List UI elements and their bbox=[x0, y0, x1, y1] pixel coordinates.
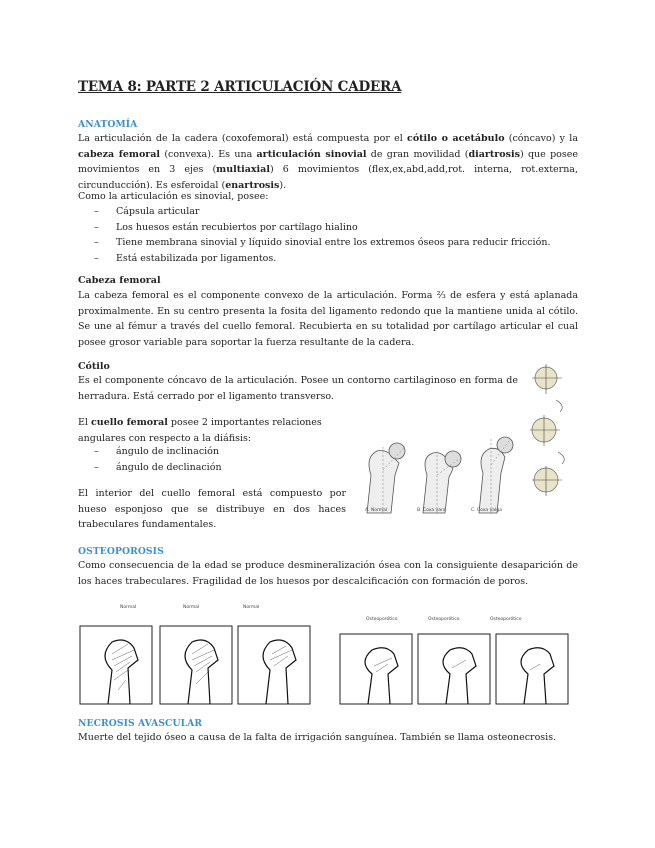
list-item: – Los huesos están recubiertos por cartílago hialino bbox=[94, 220, 550, 236]
hip-joint-sketches bbox=[526, 360, 582, 510]
page-title: TEMA 8: PARTE 2 ARTICULACIÓN CADERA bbox=[78, 79, 402, 95]
xray-label: Osteoporótico bbox=[366, 617, 398, 622]
list-item: – Cápsula articular bbox=[94, 204, 550, 220]
xray-label: Normal bbox=[243, 605, 260, 610]
osteoporosis-paragraph: Como consecuencia de la edad se produce desmineralización ósea con la consiguiente desaparición de los haces trabeculares. Fragilidad de los huesos por descalcificación con formación de poros. bbox=[78, 560, 578, 587]
list-item: – ángulo de declinación bbox=[94, 460, 222, 476]
caption-femur-a: A. Normal bbox=[365, 508, 388, 513]
list-item: – Tiene membrana sinovial y líquido sinovial entre los extremos óseos para reducir fricción. bbox=[94, 235, 550, 251]
anatomia-list-intro: Como la articulación es sinovial, posee: bbox=[78, 191, 269, 202]
xray-label: Osteoporótico bbox=[428, 617, 460, 622]
caption-femur-c: C. Coxa valga bbox=[471, 508, 502, 513]
caption-femur-b: B. Coxa vara bbox=[417, 508, 446, 513]
femur-angle-figure bbox=[355, 425, 535, 517]
xray-label: Normal bbox=[183, 605, 200, 610]
cuello-paragraph: El cuello femoral posee 2 importantes relaciones angulares con respecto a la diáfisis: bbox=[78, 417, 322, 444]
angulos-list bbox=[94, 444, 222, 475]
anatomia-paragraph: La articulación de la cadera (coxofemoral) está compuesta por el cótilo o acetábulo (cóncavo) y la cabeza femoral (convexa). Es una articulación sinovial de gran movilidad (diartrosis) que posee movimientos en 3 ejes (multiaxial) 6 movimientos (flex,ex,abd,add,rot. interna, rot.externa, circunducción). Es esferoidal (enartrosis). bbox=[78, 133, 578, 191]
femur-b-head bbox=[445, 451, 461, 467]
subheading-cabeza-femoral: Cabeza femoral bbox=[78, 275, 161, 286]
cabeza-paragraph: La cabeza femoral es el componente convexo de la articulación. Forma ⅔ de esfera y está aplanada proximalmente. En su centro presenta la fosita del ligamento redondo que la mantiene unida al cótilo. Se une al fémur a través del cuello femoral. Recubierta en su totalidad por cartílago articular el cual posee grosor variable para soportar la fuerza resultante de la cadera. bbox=[78, 290, 578, 348]
list-item: – ángulo de inclinación bbox=[94, 444, 222, 460]
osteoporosis-xray-figure bbox=[78, 600, 578, 710]
section-heading-necrosis: NECROSIS AVASCULAR bbox=[78, 718, 203, 729]
anatomia-list bbox=[94, 204, 550, 266]
femur-c-shape bbox=[479, 448, 505, 513]
xray-label: Normal bbox=[120, 605, 137, 610]
section-heading-osteoporosis: OSTEOPOROSIS bbox=[78, 546, 164, 557]
femur-c-head bbox=[497, 437, 513, 453]
necrosis-paragraph: Muerte del tejido óseo a causa de la falta de irrigación sanguínea. También se llama osteonecrosis. bbox=[78, 732, 557, 743]
xray-label: Osteoporótico bbox=[490, 617, 522, 622]
interior-cuello-paragraph: El interior del cuello femoral está compuesto por hueso esponjoso que se distribuye en dos haces trabeculares fundamentales. bbox=[78, 488, 346, 530]
xray-panel-4 bbox=[340, 634, 412, 704]
list-item: – Está estabilizada por ligamentos. bbox=[94, 251, 550, 267]
subheading-cotilo: Cótilo bbox=[78, 361, 110, 372]
femur-a-head bbox=[389, 443, 405, 459]
section-heading-anatomia: ANATOMÍA bbox=[78, 119, 138, 130]
xray-panel-5 bbox=[418, 634, 490, 704]
cotilo-paragraph: Es el componente cóncavo de la articulación. Posee un contorno cartilaginoso en forma de herradura. Está cerrado por el ligamento transverso. bbox=[78, 375, 518, 402]
xray-panel-3 bbox=[238, 626, 310, 704]
